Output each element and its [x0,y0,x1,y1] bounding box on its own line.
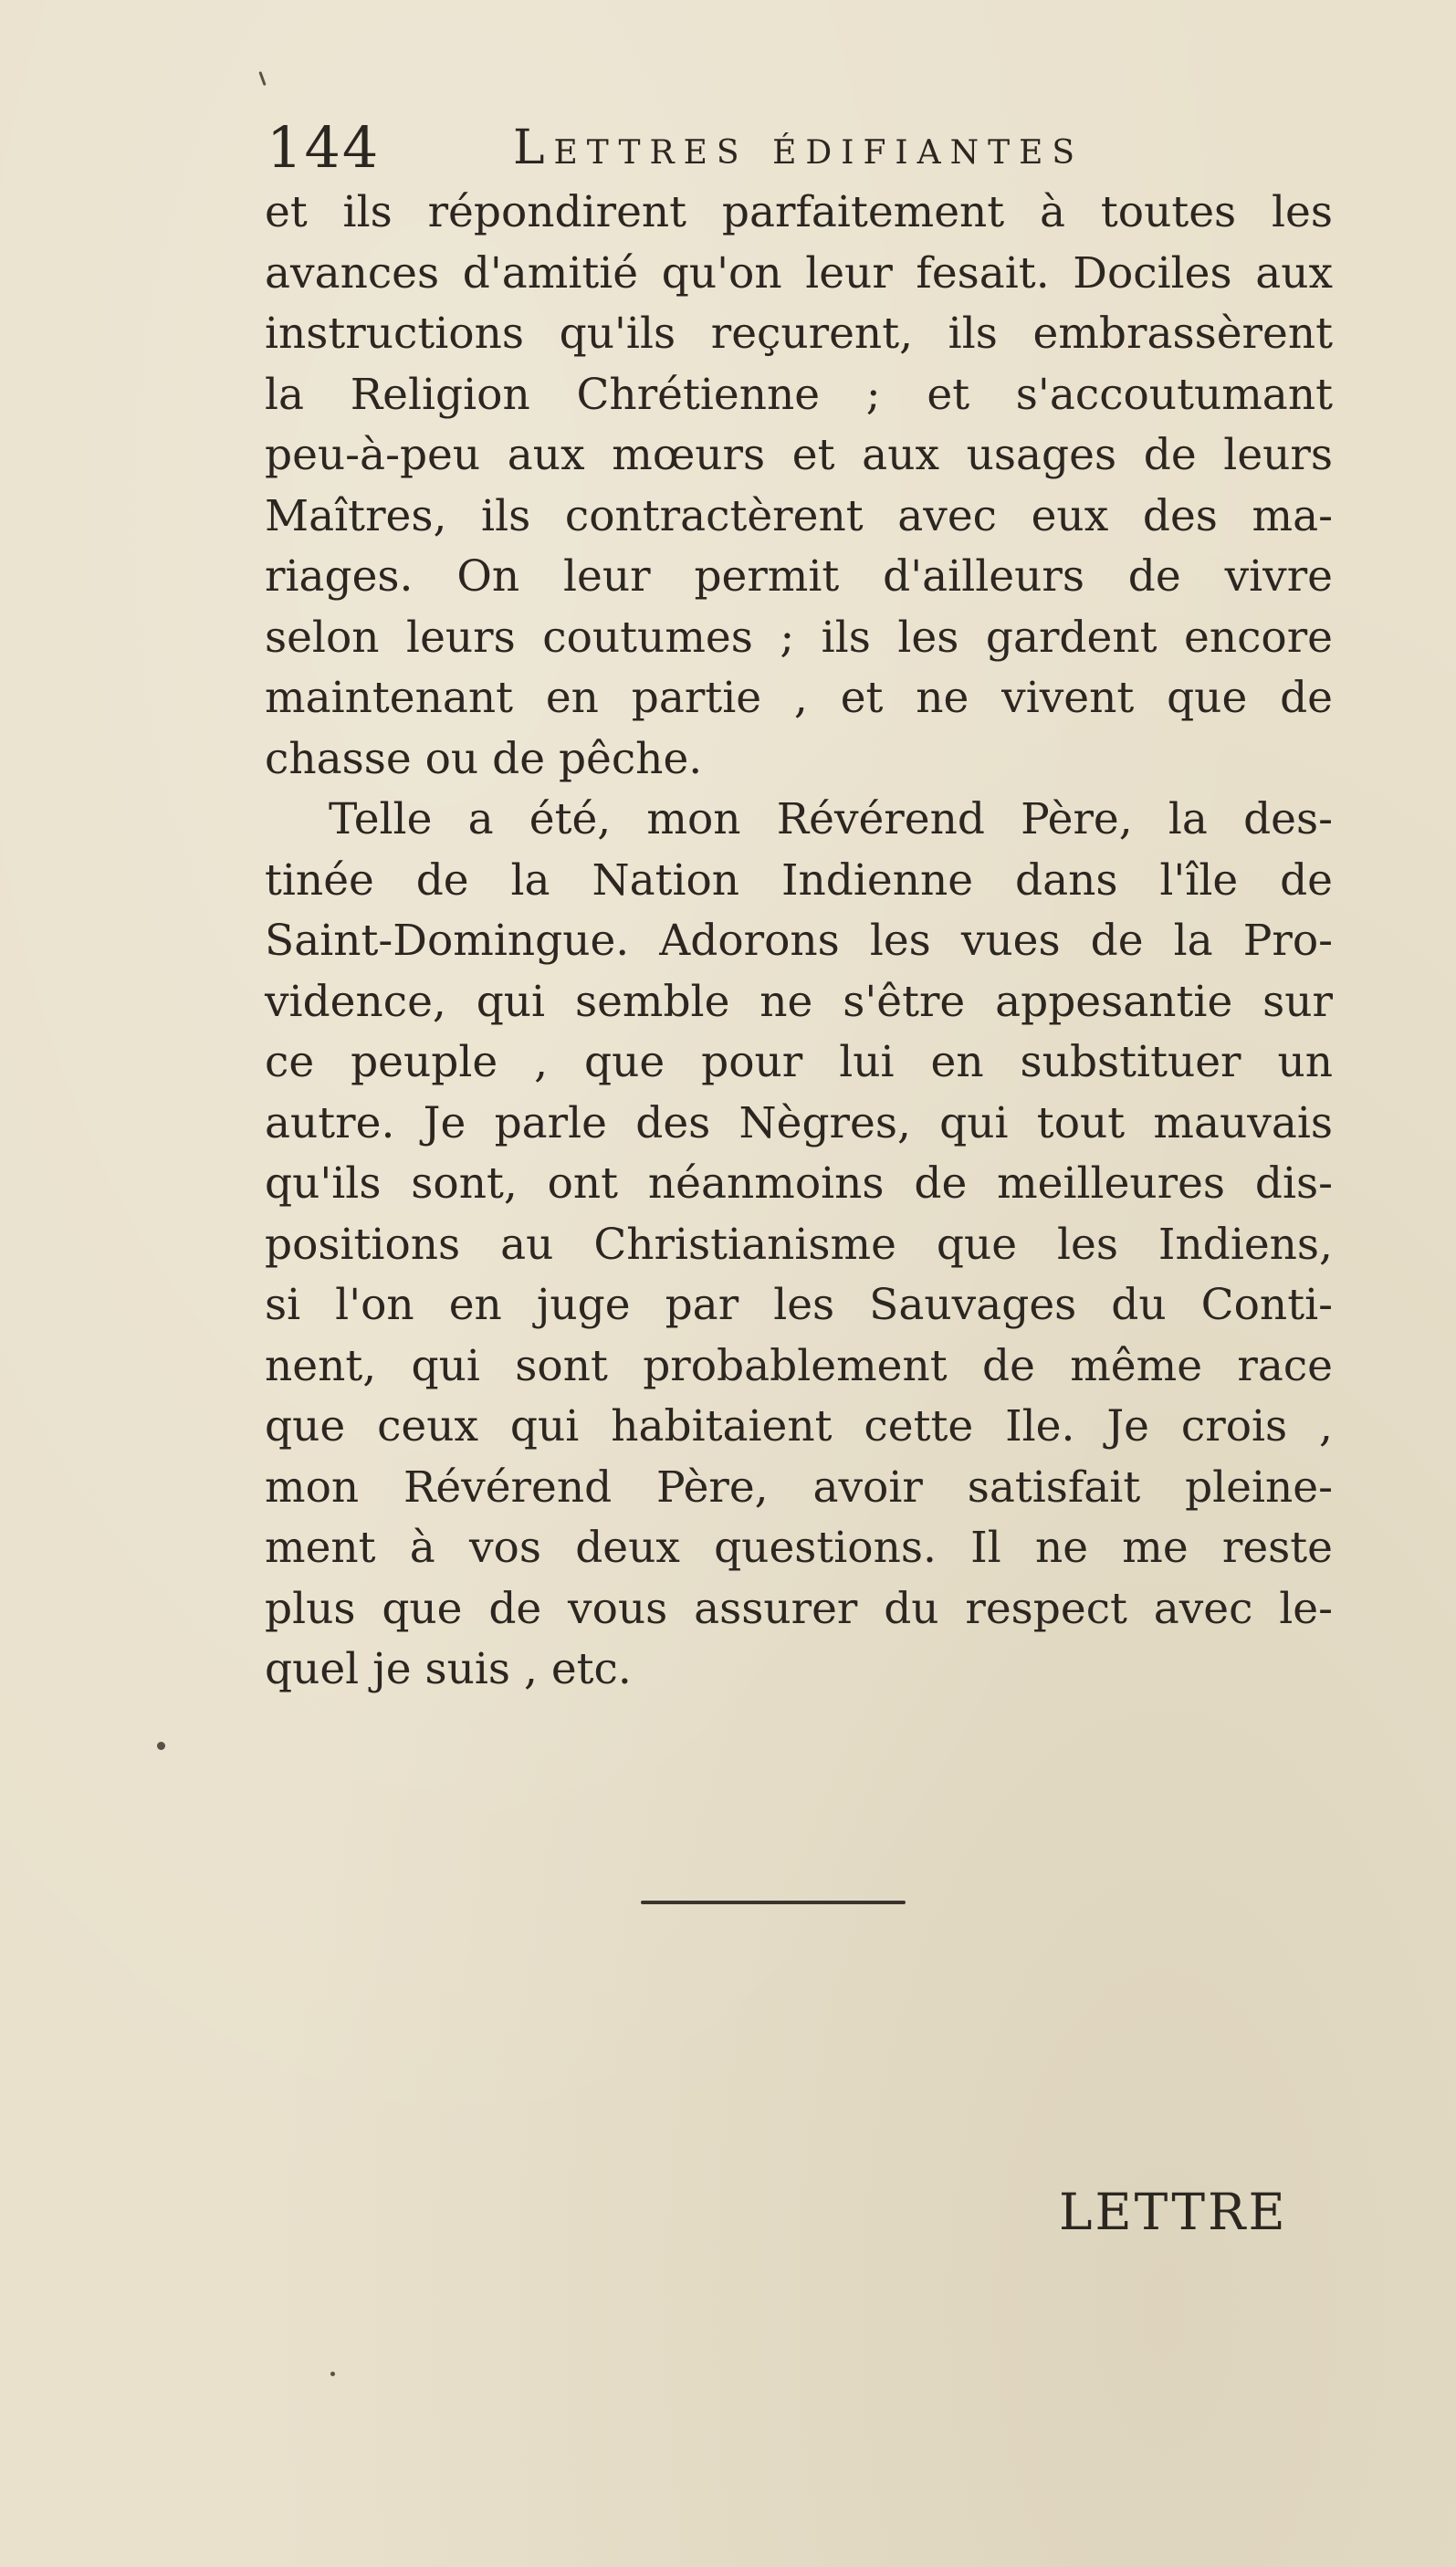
paper-speck [258,71,266,86]
text-line: que ceux qui habitaient cette Ile. Je crois , [265,1401,1333,1451]
page-number: 144 [267,114,381,181]
text-line: Maîtres, ils contractèrent avec eux des ma- [265,490,1333,541]
text-line: avances d'amitié qu'on leur fesait. Dociles aux [265,247,1333,299]
text-line: quel je suis , etc. [265,1644,632,1694]
paragraph-start-line: Telle a été, mon Révérend Père, la des- [329,794,1333,844]
text-line: Saint-Domingue. Adorons les vues de la Pro- [265,916,1333,966]
text-line: et ils répondirent parfaitement à toutes les [265,187,1333,237]
running-title: Lettres édifiantes [513,120,1084,175]
text-line: selon leurs coutumes ; ils les gardent encore [265,612,1333,663]
text-line: maintenant en partie , et ne vivent que de [265,673,1333,723]
text-line: ment à vos deux questions. Il ne me reste [265,1523,1333,1573]
text-line: tinée de la Nation Indienne dans l'île de [265,854,1333,906]
text-line: nent, qui sont probablement de même race [265,1340,1333,1391]
text-line: mon Révérend Père, avoir satisfait pleine- [265,1462,1333,1513]
section-divider-rule [641,1901,906,1904]
text-line: ce peuple , que pour lui en substituer un [265,1037,1333,1087]
text-line: peu-à-peu aux mœurs et aux usages de leurs [265,430,1333,480]
text-line: instructions qu'ils reçurent, ils embrassèrent [265,309,1333,359]
text-line: autre. Je parle des Nègres, qui tout mauvais [265,1097,1333,1148]
body-text [265,183,1333,1701]
page-header [267,111,1316,184]
text-line: positions au Christianisme que les Indiens, [265,1219,1333,1270]
text-line: qu'ils sont, ont néanmoins de meilleures dis- [265,1158,1333,1209]
text-line: chasse ou de pêche. [265,733,703,784]
text-line: si l'on en juge par les Sauvages du Conti- [265,1280,1333,1330]
paper-speck [157,1742,165,1750]
text-line: la Religion Chrétienne ; et s'accoutumant [265,369,1333,420]
text-line: plus que de vous assurer du respect avec le- [265,1583,1333,1634]
text-line: vidence, qui semble ne s'être appesantie sur [265,976,1333,1027]
paper-speck [330,2372,335,2376]
catchword: LETTRE [1059,2183,1288,2241]
text-line: riages. On leur permit d'ailleurs de vivre [265,551,1333,602]
